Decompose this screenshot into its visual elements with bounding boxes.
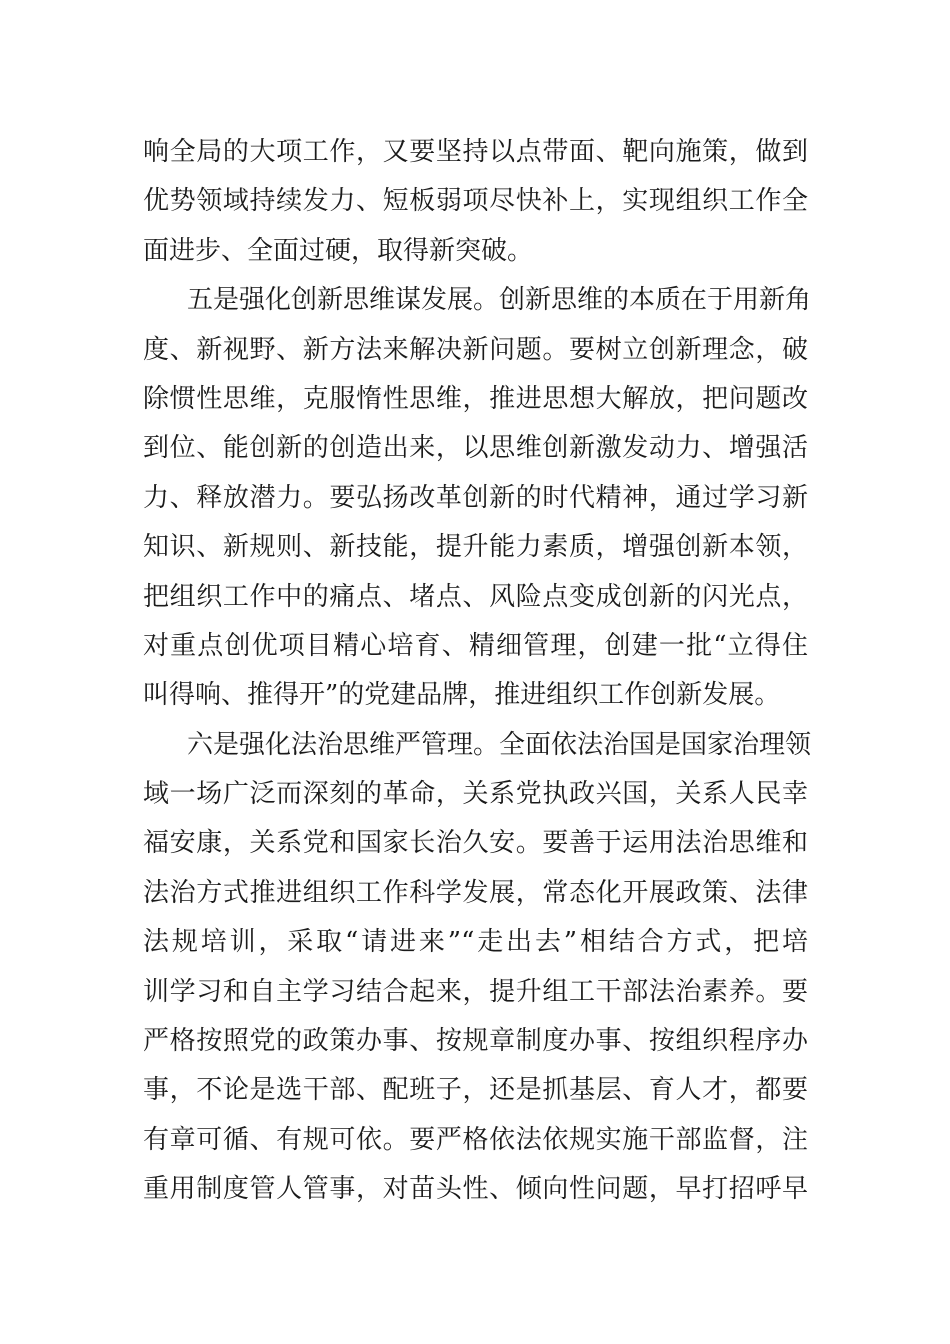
paragraph-six-rule-of-law [143, 721, 812, 1215]
text-line: 重用制度管人管事，对苗头性、倾向性问题，早打招呼早 [143, 1174, 808, 1205]
text-line: 对重点创优项目精心培育、精细管理，创建一批“立得住 [143, 630, 808, 661]
text-line: 响全局的大项工作，又要坚持以点带面、靶向施策，做到 [143, 137, 808, 167]
text-line: 知识、新规则、新技能，提升能力素质，增强创新本领， [143, 532, 808, 563]
text-line: 优势领域持续发力、短板弱项尽快补上，实现组织工作全 [143, 186, 808, 217]
text-line: 法规培训，采取“请进来”“走出去”相结合方式，把培 [143, 927, 808, 958]
text-line: 法治方式推进组织工作科学发展，常态化开展政策、法律 [143, 877, 808, 908]
text-line: 有章可循、有规可依。要严格依法依规实施干部监督，注 [143, 1124, 808, 1155]
text-line: 除惯性思维，克服惰性思维，推进思想大解放，把问题改 [143, 383, 808, 414]
paragraph-five-innovation [143, 276, 812, 721]
paragraph-continued [143, 128, 808, 276]
text-line: 到位、能创新的创造出来，以思维创新激发动力、增强活 [143, 433, 808, 464]
text-line: 福安康，关系党和国家长治久安。要善于运用法治思维和 [143, 828, 808, 859]
text-line: 面进步、全面过硬，取得新突破。 [143, 235, 534, 266]
text-line: 训学习和自主学习结合起来，提升组工干部法治素养。要 [143, 976, 808, 1007]
text-line: 严格按照党的政策办事、按规章制度办事、按组织程序办 [143, 1026, 808, 1057]
text-line: 叫得响、推得开”的党建品牌，推进组织工作创新发展。 [143, 680, 781, 711]
text-line: 五是强化创新思维谋发展。创新思维的本质在于用新角 [187, 285, 812, 316]
text-line: 力、释放潜力。要弘扬改革创新的时代精神，通过学习新 [143, 482, 808, 513]
document-body [143, 128, 812, 1215]
text-line: 度、新视野、新方法来解决新问题。要树立创新理念，破 [143, 334, 808, 365]
text-line: 六是强化法治思维严管理。全面依法治国是国家治理领 [187, 729, 812, 760]
text-line: 把组织工作中的痛点、堵点、风险点变成创新的闪光点， [143, 581, 808, 612]
text-line: 事，不论是选干部、配班子，还是抓基层、育人才，都要 [143, 1075, 808, 1106]
text-line: 域一场广泛而深刻的革命，关系党执政兴国，关系人民幸 [143, 779, 808, 810]
